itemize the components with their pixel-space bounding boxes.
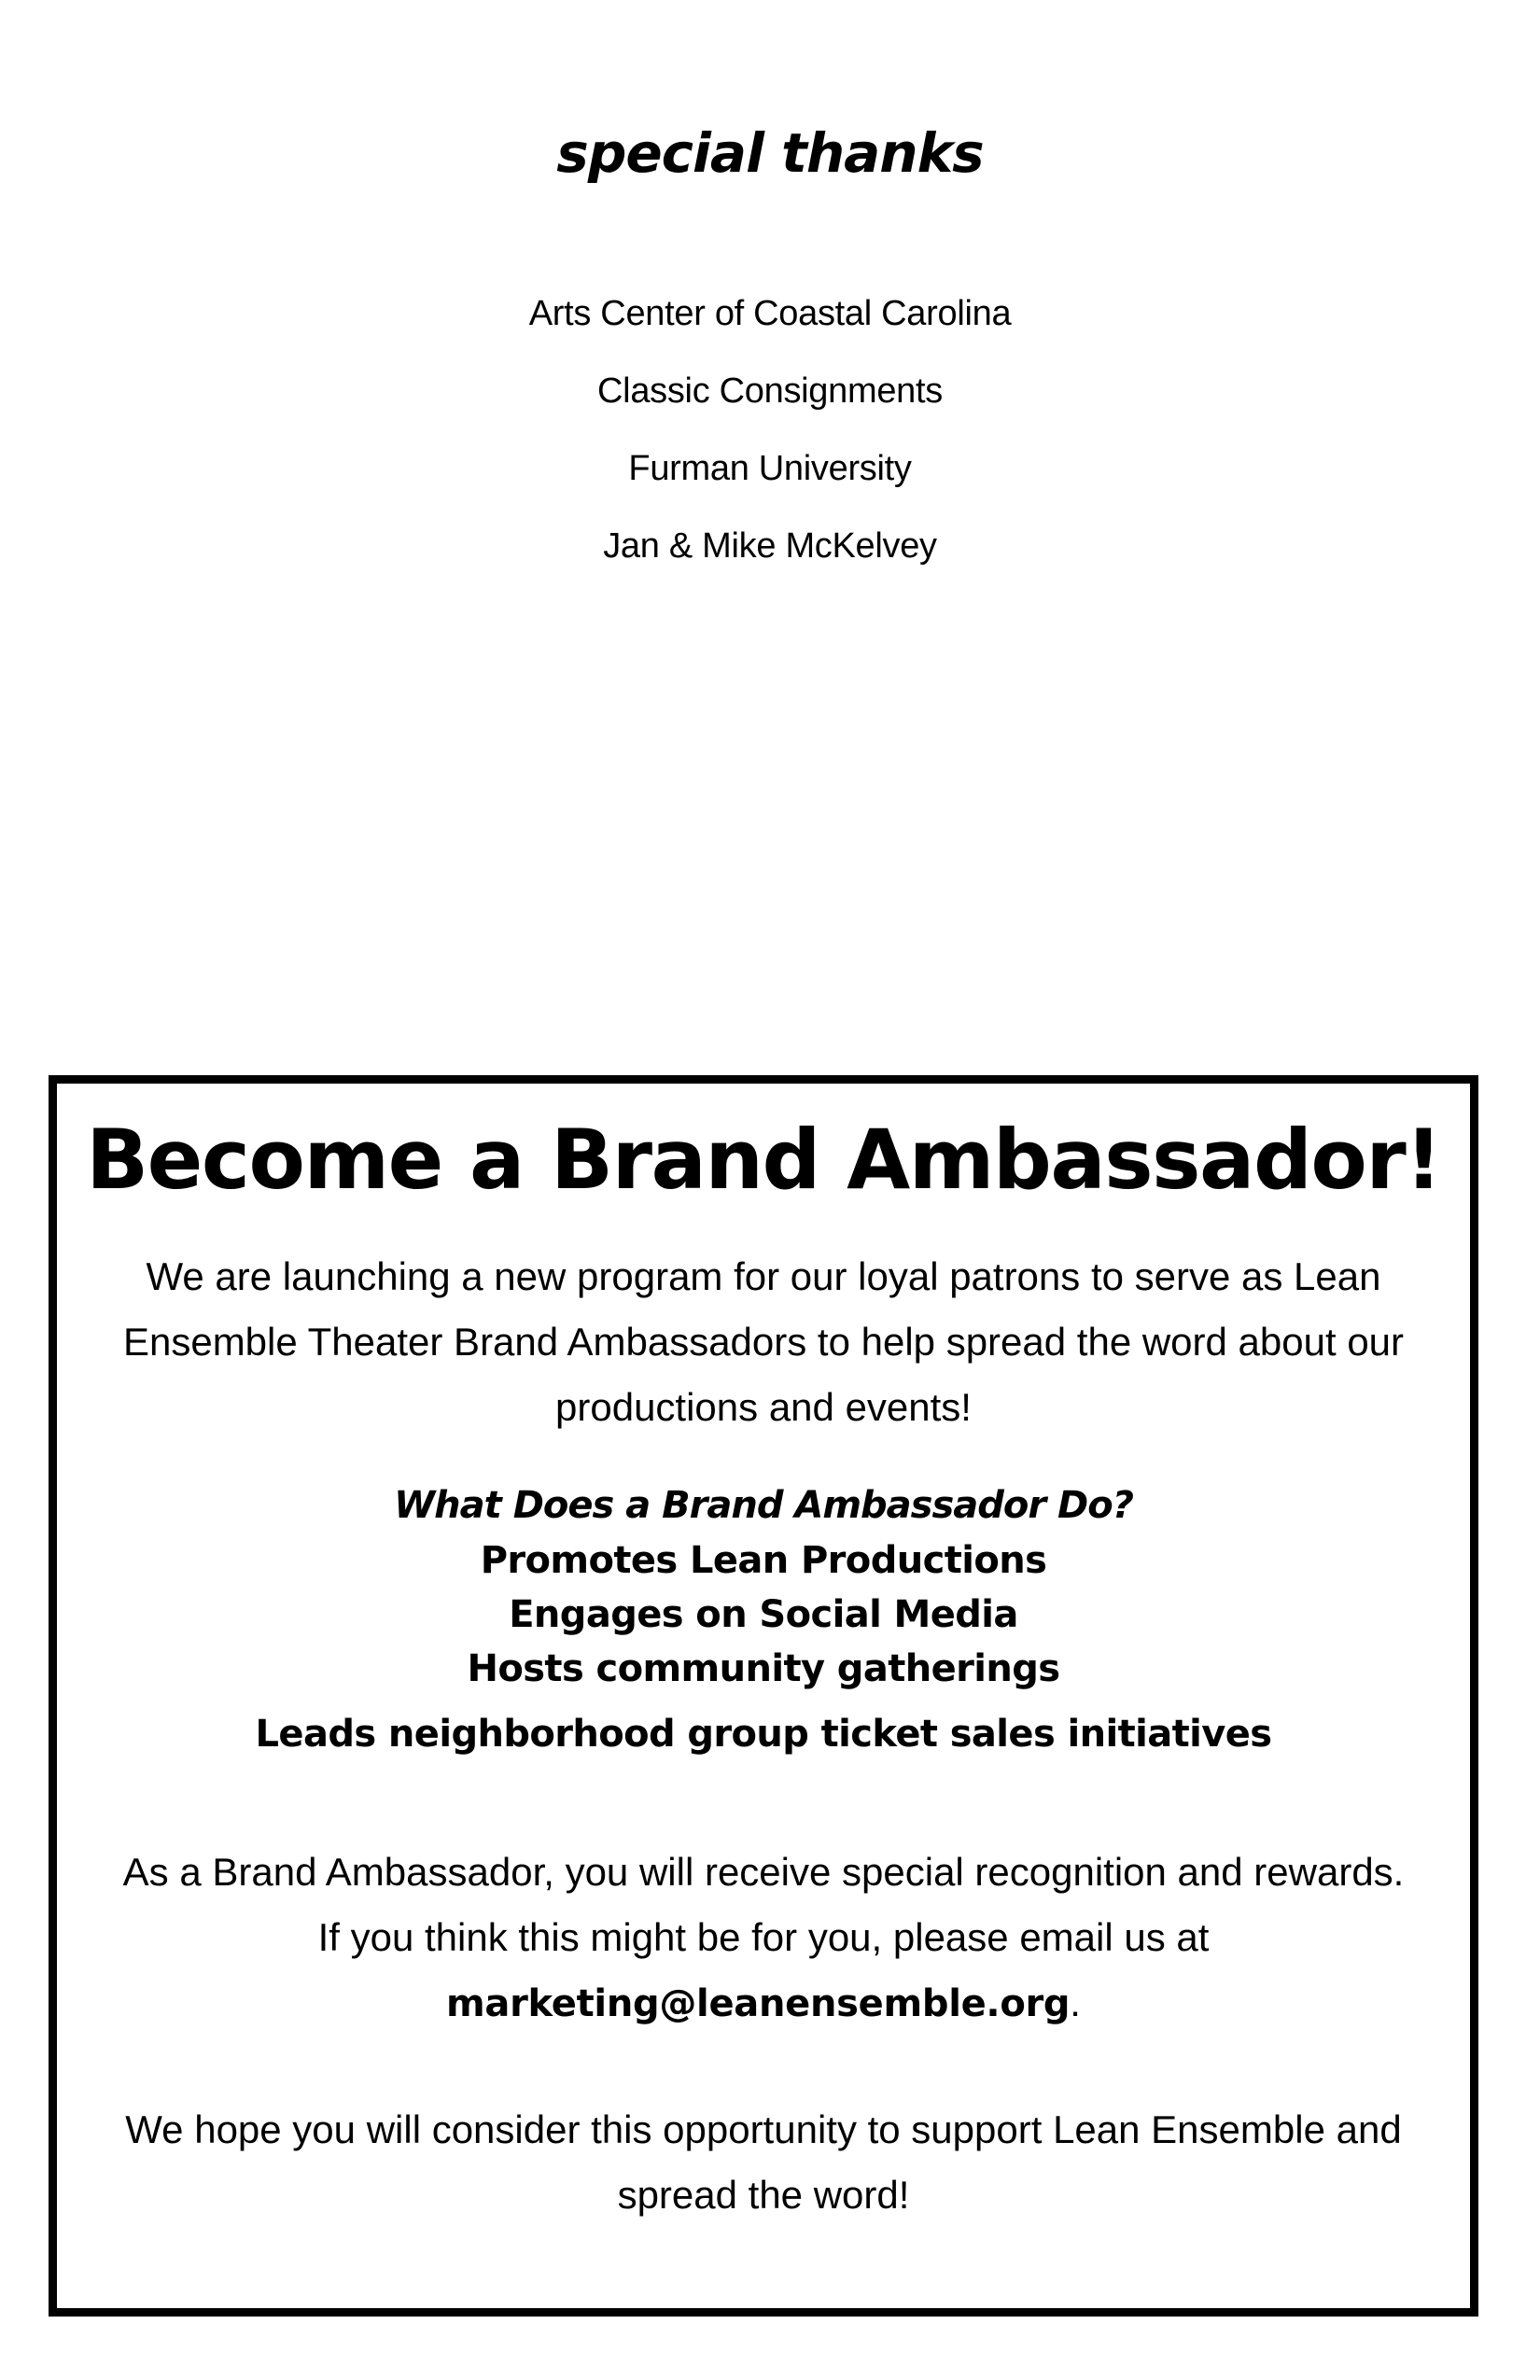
thanks-item: Arts Center of Coastal Carolina — [528, 294, 1012, 333]
closing-paragraph: We hope you will consider this opportunity to support Lean Ensemble and spread the word! — [125, 2107, 1402, 2217]
contact-email-link[interactable]: marketing@leanensemble.org — [446, 1982, 1071, 2025]
email-suffix: . — [1070, 1981, 1081, 2024]
thanks-item: Classic Consignments — [597, 371, 943, 411]
rewards-paragraph — [113, 1840, 1414, 2037]
duty-item: Engages on Social Media — [509, 1593, 1018, 1636]
thanks-item: Jan & Mike McKelvey — [603, 526, 937, 566]
thanks-item: Furman University — [628, 449, 912, 488]
duty-item: Promotes Lean Productions — [480, 1539, 1047, 1582]
what-does-ambassador-do-heading: What Does a Brand Ambassador Do? — [394, 1484, 1133, 1527]
duty-item: Hosts community gatherings — [467, 1647, 1060, 1690]
thanks-list — [0, 286, 1540, 595]
duty-item: Leads neighborhood group ticket sales initiatives — [255, 1713, 1272, 1756]
ambassador-duties-list — [57, 1533, 1470, 1761]
rewards-text: As a Brand Ambassador, you will receive special recognition and rewards. If you think this might be for you, please email us at — [122, 1850, 1405, 1959]
special-thanks-heading: special thanks — [556, 121, 984, 185]
brand-ambassador-title: Become a Brand Ambassador! — [86, 1112, 1441, 1208]
program-intro-paragraph: We are launching a new program for our loyal patrons to serve as Lean Ensemble Theater Brand Ambassadors to help spread the word about our productions and events! — [122, 1254, 1405, 1429]
brand-ambassador-box — [49, 1075, 1478, 2317]
